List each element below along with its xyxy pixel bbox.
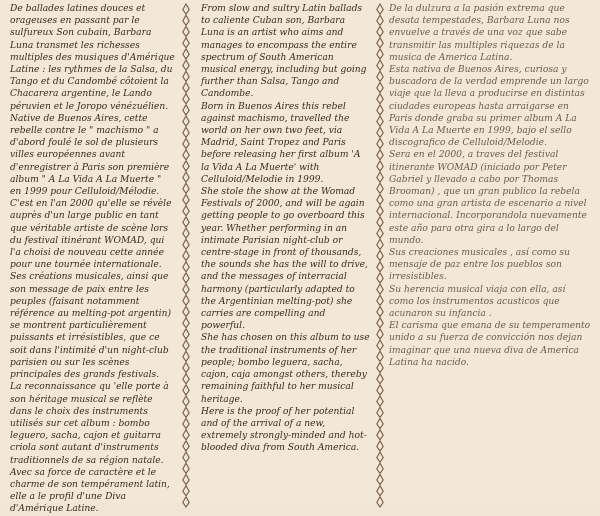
diamond-icon (377, 497, 383, 507)
diamond-icon (183, 26, 189, 36)
diamond-icon (183, 284, 189, 294)
diamond-icon (183, 362, 189, 372)
diamond-icon (183, 82, 189, 92)
diamond-icon (183, 15, 189, 25)
diamond-icon (377, 206, 383, 216)
diamond-chain-svg (179, 0, 193, 503)
diamond-icon (377, 71, 383, 81)
diamond-icon (377, 183, 383, 193)
diamond-icon (377, 430, 383, 440)
diamond-icon (183, 329, 189, 339)
diamond-icon (183, 38, 189, 48)
diamond-icon (377, 4, 383, 14)
french-paragraph: La reconnaissance qu 'elle porte à son héritage musical se reflète dans le choix des instruments utilisés sur cet album : bombo leguero, sacha, cajon et guitarra criola sont autant d'instruments traditionnels de sa région natale. (10, 382, 169, 466)
french-paragraph: C'est en l'an 2000 qu'elle se révèle auprès d'un large public en tant que véritable artiste de scène lors du festival itinérant WOMAD, qui l'a choisi de nouveau cette année pour une tournée internationale. (10, 199, 172, 271)
english-paragraph: She has chosen on this album to use the traditional instruments of her people; bombo leguera, sacha, cajon, caja amongst others, thereby remaining faithful to her musical heritage. (201, 333, 370, 405)
spanish-paragraph: Sera en el 2000, a traves del festival itinerante WOMAD (iniciado por Peter Gabriel y llevado a cabo por Thomas Brooman) , que un gran publico la rebela como una gran artista de escenario a nivel internacional. Incorporandola nuevamente este año para otra gira a lo largo del mundo. (389, 150, 587, 246)
diamond-icon (183, 194, 189, 204)
diamond-icon (377, 295, 383, 305)
spanish-paragraph: Sus creaciones musicales , así como su mensaje de paz entre los pueblos son irresistibles. (389, 248, 570, 283)
diamond-icon (183, 116, 189, 126)
diamond-icon (183, 497, 189, 507)
diamond-icon (377, 396, 383, 406)
diamond-icon (377, 116, 383, 126)
diamond-icon (183, 418, 189, 428)
diamond-icon (183, 306, 189, 316)
english-paragraph: Here is the proof of her potential and of the arrival of a new, extremely strongly-minded and hot-blooded diva from South America. (201, 406, 367, 454)
english-paragraph: She stole the show at the Womad Festivals of 2000, and will be again getting people to go overboard this year. Whether performing in an intimate Parisian night-club or centre-stage in front of thousands, the sounds she has the will to drive, and the messages of interracial harmony (particularly adapted to the Argentinian melting-pot) she carries are compelling and powerful. (201, 187, 368, 332)
diamond-icon (377, 351, 383, 361)
diamond-icon (183, 262, 189, 272)
french-paragraph: Ses créations musicales, ainsi que son message de paix entre les peuples (faisant notamment référence au melting-pot argentin) se montrent particulièrement puissants et irrésistibles, que ce soit dans l'intimité d'un night-club parisien ou sur les scènes principales des grands festivals. (10, 272, 172, 381)
diamond-chain-ornament-left (179, 0, 193, 503)
diamond-icon (183, 351, 189, 361)
diamond-icon (377, 463, 383, 473)
diamond-icon (183, 150, 189, 160)
diamond-icon (183, 430, 189, 440)
diamond-icon (377, 138, 383, 148)
diamond-icon (183, 250, 189, 260)
english-text-column (201, 3, 371, 455)
diamond-icon (183, 161, 189, 171)
french-paragraph: Avec sa force de caractère et le charme de son tempérament latin, elle a le profil d'une Diva d'Amérique Latine. (10, 467, 170, 515)
diamond-icon (377, 486, 383, 496)
diamond-icon (183, 239, 189, 249)
english-paragraph: Born in Buenos Aires this rebel against machismo, travelled the world on her own two feet, via Madrid, Saint Tropez and Paris before releasing her first album 'A la Vida A La Muerte' with Celluloid/Melodie in 1999. (201, 101, 361, 185)
diamond-icon (183, 4, 189, 14)
diamond-icon (183, 172, 189, 182)
diamond-icon (183, 273, 189, 283)
diamond-icon (377, 407, 383, 417)
diamond-icon (377, 284, 383, 294)
french-paragraph: Native de Buenos Aires, cette rebelle contre le " machismo " a d'abord foulé le sol de plusieurs villes européennes avant d'enregistrer à Paris son première album " A La Vida A La Muerte " en 1999 pour Celluloid/Mélodie. (10, 113, 170, 198)
diamond-icon (377, 150, 383, 160)
diamond-icon (377, 127, 383, 137)
diamond-icon (183, 486, 189, 496)
diamond-icon (377, 418, 383, 428)
diamond-icon (377, 26, 383, 36)
diamond-icon (377, 441, 383, 451)
diamond-chain-svg (373, 0, 387, 503)
diamond-icon (183, 474, 189, 484)
diamond-icon (377, 262, 383, 272)
diamond-icon (377, 318, 383, 328)
diamond-icon (183, 318, 189, 328)
french-text-column (10, 3, 175, 516)
diamond-icon (377, 172, 383, 182)
diamond-icon (183, 228, 189, 238)
diamond-icon (183, 60, 189, 70)
diamond-icon (183, 127, 189, 137)
english-paragraph: From slow and sultry Latin ballads to caliente Cuban son, Barbara Luna is an artist who aims and manages to encompass the entire spectrum of South American musical energy, including but going further than Salsa, Tango and Candombe. (201, 4, 367, 100)
diamond-icon (377, 273, 383, 283)
diamond-chain-ornament-right (373, 0, 387, 503)
diamond-icon (183, 452, 189, 462)
diamond-icon (377, 474, 383, 484)
spanish-paragraph: Su herencia musical viaja con ella, así como los instrumentos acusticos que acunaron su infancia . (389, 284, 566, 320)
diamond-icon (183, 71, 189, 81)
diamond-icon (183, 295, 189, 305)
diamond-icon (183, 217, 189, 227)
diamond-icon (183, 385, 189, 395)
diamond-icon (377, 38, 383, 48)
diamond-icon (377, 105, 383, 115)
diamond-icon (183, 407, 189, 417)
spanish-paragraph: De la dulzura a la pasión extrema que desata tempestades, Barbara Luna nos envuelve a través de una voz que sabe transmitir las multiples riquezas de la musica de America Latina. (389, 4, 570, 63)
diamond-icon (183, 206, 189, 216)
spanish-text-column (389, 3, 592, 369)
diamond-icon (183, 138, 189, 148)
diamond-icon (377, 374, 383, 384)
diamond-icon (183, 340, 189, 350)
diamond-icon (377, 217, 383, 227)
diamond-icon (377, 60, 383, 70)
diamond-icon (377, 82, 383, 92)
diamond-icon (377, 161, 383, 171)
diamond-icon (183, 183, 189, 193)
diamond-icon (377, 49, 383, 59)
diamond-icon (377, 250, 383, 260)
diamond-icon (377, 15, 383, 25)
spanish-paragraph: Esta nativa de Buenos Aires, curiosa y buscadora de la verdad emprende un largo viaje que la lleva a producirse en distintas ciudades europeas hasta arraigarse en Paris donde graba su primer album A La Vida A La Muerte en 1999, bajo el sello discografico de Celluloid/Melodie. (389, 65, 589, 149)
diamond-icon (183, 94, 189, 104)
diamond-icon (183, 396, 189, 406)
diamond-icon (377, 329, 383, 339)
french-paragraph: De ballades latines douces et orageuses en passant par le sulfureux Son cubain, Barbara Luna transmet les richesses multiples des musiques d'Amérique Latine : les rythmes de la Salsa, du Tango et du Candombé côtoient la Chacarera argentine, le Lando péruvien et le Joropo vénézuélien. (10, 4, 175, 112)
diamond-icon (183, 463, 189, 473)
diamond-icon (377, 228, 383, 238)
diamond-icon (377, 385, 383, 395)
diamond-icon (377, 452, 383, 462)
diamond-icon (183, 105, 189, 115)
spanish-paragraph: El carisma que emana de su temperamento unido a su fuerza de convicción nos dejan imaginar que una nueva diva de America Latina ha nacido. (389, 321, 591, 368)
diamond-icon (377, 306, 383, 316)
diamond-icon (183, 441, 189, 451)
diamond-icon (183, 374, 189, 384)
diamond-icon (377, 239, 383, 249)
diamond-icon (377, 362, 383, 372)
diamond-icon (183, 49, 189, 59)
diamond-icon (377, 194, 383, 204)
diamond-icon (377, 340, 383, 350)
diamond-icon (377, 94, 383, 104)
